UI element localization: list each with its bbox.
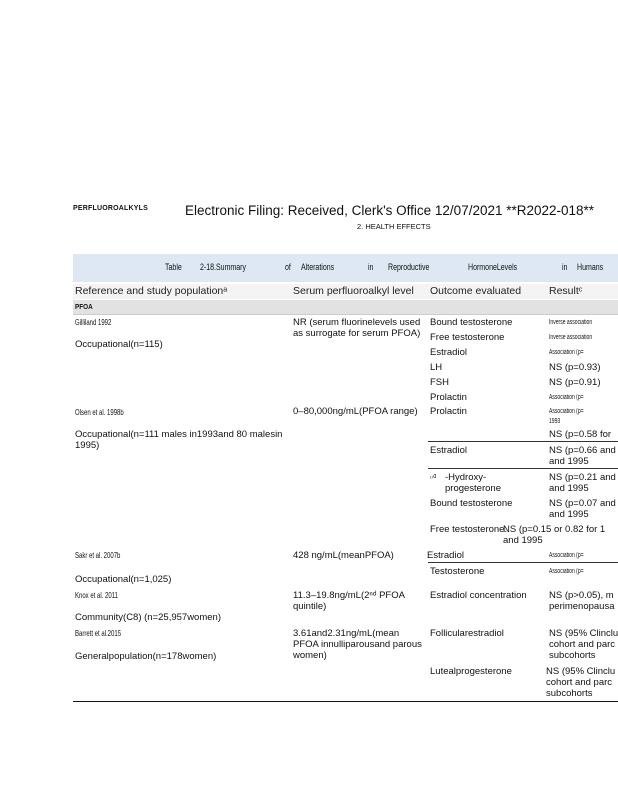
outcome: -Hydroxy-progesterone <box>445 472 501 494</box>
table-caption-word: Reproductive <box>388 262 430 272</box>
serum-level: 11.3–19.8ng/mL(2ⁿᵈ PFOA quintile) <box>293 590 405 612</box>
row-divider <box>428 562 618 563</box>
outcome: Bound testosterone <box>430 317 513 328</box>
study-reference: Barrett et al.2015 <box>75 629 122 638</box>
outcome: FSH <box>430 377 449 388</box>
column-header-reference: Reference and study populationᵃ <box>75 285 228 297</box>
outcome: Estradiol <box>430 445 467 456</box>
serum-level: 428 ng/mL(meanPFOA) <box>293 550 394 561</box>
row-divider <box>428 441 618 442</box>
table-caption-word: 2-18.Summary <box>200 262 247 272</box>
group-header-pfoa: PFOA <box>75 302 93 311</box>
result: Inverse association <box>549 334 593 341</box>
serum-level: 0–80,000ng/mL(PFOA range) <box>293 406 418 417</box>
result: Inverse association <box>549 319 593 326</box>
table-caption-word: in <box>368 262 374 272</box>
serum-level: 3.61and2.31ng/mL(mean PFOA innulliparousand parous women) <box>293 628 422 661</box>
result: Association (p= <box>549 568 584 575</box>
section-title: 2. HEALTH EFFECTS <box>357 222 431 231</box>
result: NS (p=0.66 and and 1995 <box>549 445 616 467</box>
result: NS (p=0.91) <box>549 377 601 388</box>
table-bottom-rule <box>73 701 618 702</box>
result: NS (p=0.21 and and 1995 <box>549 472 616 494</box>
outcome: Lutealprogesterone <box>430 666 512 677</box>
study-reference: Gilliland 1992 <box>75 318 112 327</box>
study-population: Occupational(n=115) <box>75 339 163 350</box>
table-caption-word: in <box>562 262 568 272</box>
outcome: Bound testosterone <box>430 498 513 509</box>
table-rule <box>73 314 618 315</box>
table-caption-word: HormoneLevels <box>468 262 518 272</box>
outcome: Estradiol <box>427 550 464 561</box>
column-header-outcome: Outcome evaluated <box>430 285 522 297</box>
column-header-serum: Serum perfluoroalkyl level <box>293 285 414 297</box>
outcome: Prolactin <box>430 392 467 403</box>
table-caption-word: Humans <box>577 262 604 272</box>
study-reference: Knox et al. 2011 <box>75 591 118 600</box>
result: Association (p= <box>549 552 584 559</box>
outcome: Estradiol concentration <box>430 590 527 601</box>
hydroxy-prefix: ₁₇α <box>430 473 437 480</box>
result: NS (p=0.58 for <box>549 429 612 440</box>
table-caption-word: of <box>285 262 291 272</box>
row-divider <box>428 468 618 469</box>
outcome: Free testosterone. <box>430 524 508 535</box>
result: NS (p=0.93) <box>549 362 601 373</box>
result: Association (p= <box>549 394 584 401</box>
result: 1993 <box>549 418 561 425</box>
table-caption-word: Alterations <box>301 262 335 272</box>
result: NS (p=0.07 and and 1995 <box>549 498 616 520</box>
result: NS (p>0.05), m perimenopausa <box>549 590 615 612</box>
outcome: Free testosterone <box>430 332 505 343</box>
outcome: Follicularestradiol <box>430 628 504 639</box>
column-header-result: Resultᶜ <box>549 285 583 297</box>
result: Association (p= <box>549 408 584 415</box>
running-header: PERFLUOROALKYLS <box>73 205 148 212</box>
outcome: Estradiol <box>430 347 467 358</box>
outcome: LH <box>430 362 443 373</box>
table-caption-word: Table <box>165 262 182 272</box>
result: NS (95% Clinclu cohort and parc subcohorts <box>549 628 618 661</box>
table-caption-bar <box>73 254 618 282</box>
study-reference: Sakr et al. 2007b <box>75 551 121 560</box>
study-population: Occupational(n=111 males in1993and 80 malesin 1995) <box>75 429 283 451</box>
filing-stamp: Electronic Filing: Received, Clerk's Office 12/07/2021 **R2022-018** <box>185 203 595 218</box>
result: Association (p= <box>549 349 584 356</box>
study-population: Community(C8) (n=25,957women) <box>75 612 221 623</box>
group-header-bar <box>73 300 618 314</box>
study-reference: Olsen et al. 1998b <box>75 408 124 417</box>
result: NS (95% Clinclu cohort and parc subcohorts <box>546 666 616 699</box>
result: NS (p=0.15 or 0.82 for 1 and 1995 <box>503 524 606 546</box>
outcome: Testosterone <box>430 566 485 577</box>
study-population: Occupational(n=1,025) <box>75 574 172 585</box>
outcome: Prolactin <box>430 406 467 417</box>
study-population: Generalpopulation(n=178women) <box>75 651 217 662</box>
serum-level: NR (serum fluorinelevels used as surrogate for serum PFOA) <box>293 317 421 339</box>
